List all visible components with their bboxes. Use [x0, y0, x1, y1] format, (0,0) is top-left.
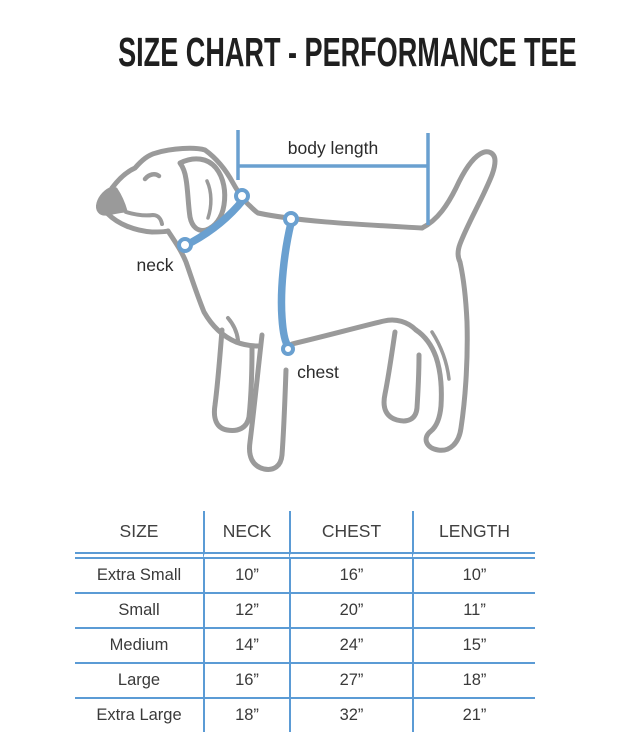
- header-cell-length: LENGTH: [412, 511, 535, 559]
- size-cell: Extra Large: [96, 706, 182, 724]
- size-cell: Large: [75, 664, 203, 699]
- header-cell-chest: CHEST: [289, 511, 412, 559]
- length-cell: 11”: [412, 594, 535, 629]
- neck-cell: 18”: [203, 699, 289, 732]
- header-cell-size: SIZE: [75, 511, 203, 559]
- chest-label: chest: [297, 362, 339, 382]
- neck-band: [192, 200, 243, 242]
- length-cell: 10”: [412, 559, 535, 594]
- size-chart-table: [75, 511, 535, 732]
- length-cell: 18”: [412, 664, 535, 699]
- neck-cell: 16”: [203, 664, 289, 699]
- neck-band-ring-top: [236, 190, 248, 202]
- dog-nose: [97, 188, 126, 214]
- chest-band: [281, 223, 291, 346]
- body-length-label: body length: [287, 138, 379, 158]
- size-cell: Small: [75, 594, 203, 629]
- size-cell: Medium: [75, 629, 203, 664]
- length-cell: 21”: [412, 699, 535, 732]
- neck-label: neck: [136, 255, 174, 275]
- chest-cell: 27”: [289, 664, 412, 699]
- page-title: SIZE CHART - PERFORMANCE TEE: [118, 29, 577, 75]
- neck-band-ring-bottom: [179, 239, 191, 251]
- neck-cell: 12”: [203, 594, 289, 629]
- chest-band-ring-bottom: [283, 344, 293, 354]
- chest-cell: 16”: [289, 559, 412, 594]
- chest-cell: 20”: [289, 594, 412, 629]
- dog-outline: [97, 148, 495, 469]
- chest-cell: 24”: [289, 629, 412, 664]
- length-cell: 15”: [412, 629, 535, 664]
- neck-cell: 10”: [203, 559, 289, 594]
- size-cell: Extra Small: [75, 559, 203, 594]
- header-cell-neck: NECK: [203, 511, 289, 559]
- neck-cell: 14”: [203, 629, 289, 664]
- chest-cell: 32”: [289, 699, 412, 732]
- chest-band-ring-top: [285, 213, 297, 225]
